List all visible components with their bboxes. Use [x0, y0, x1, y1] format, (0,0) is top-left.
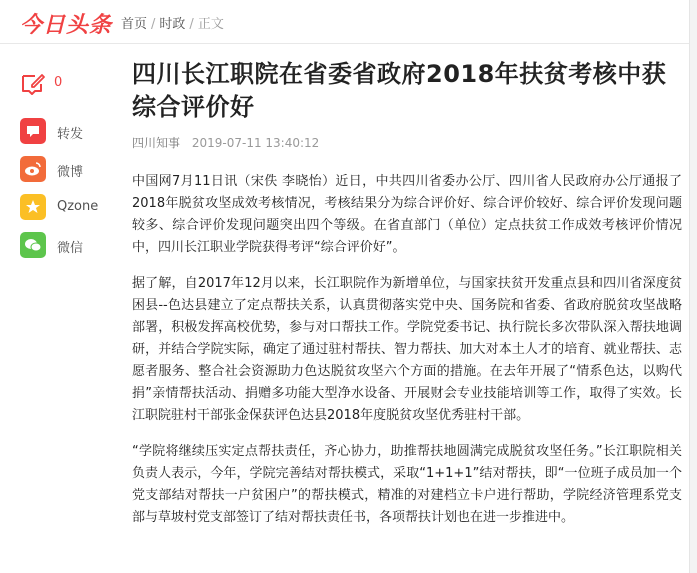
share-wechat[interactable]	[20, 232, 110, 270]
share-wechat-label: 微信	[57, 241, 84, 256]
article-paragraph: 中国网7月11日讯（宋佚 李晓怡）近日，中共四川省委办公厅、四川省人民政府办公厅通报了2018年脱贫攻坚成效考核情况，考核结果分为综合评价好、综合评价较好、综合评价发现问题较多、综合评价发现问题突出四个等级。在省直部门（单位）定点扶贫工作成效考核评价情况中，四川长江职业学院获得考评“综合评价好”。	[132, 174, 682, 255]
article-body	[132, 171, 682, 529]
comment-count: 0	[54, 75, 63, 90]
article	[132, 58, 682, 543]
breadcrumb-separator: /	[151, 17, 156, 32]
top-bar	[0, 0, 697, 44]
comment-button[interactable]	[20, 68, 110, 102]
breadcrumb-politics[interactable]: 时政	[159, 17, 186, 32]
breadcrumb-home[interactable]: 首页	[121, 17, 148, 32]
weibo-icon	[20, 156, 46, 182]
article-source[interactable]: 四川知事	[132, 136, 181, 150]
article-paragraph: “学院将继续压实定点帮扶责任，齐心协力，助推帮扶地圆满完成脱贫攻坚任务。”长江职院相关负责人表示，今年，学院完善结对帮扶模式，采取“1+1+1”结对帮扶，即“一位班子成员加一个党支部结对帮扶一户贫困户”的帮扶模式，精准的对建档立卡户进行帮助，学院经济管理系党支部与草坡村党支部签订了结对帮扶责任书，各项帮扶计划也在进一步推进中。	[132, 444, 682, 525]
share-qzone-label: Qzone	[57, 199, 99, 214]
wechat-icon	[20, 232, 46, 258]
article-time: 2019-07-11 13:40:12	[191, 136, 320, 150]
breadcrumb-separator: /	[189, 17, 194, 32]
share-weibo-label: 微博	[57, 165, 84, 180]
qzone-star-icon	[20, 194, 46, 220]
share-sidebar	[20, 68, 110, 270]
share-weibo[interactable]	[20, 156, 110, 194]
repost-icon	[20, 118, 46, 144]
article-title: 四川长江职院在省委省政府2018年扶贫考核中获综合评价好	[132, 60, 667, 121]
share-repost[interactable]	[20, 118, 110, 156]
breadcrumb-current: 正文	[197, 17, 224, 32]
comment-edit-icon	[20, 72, 46, 100]
toutiao-logo[interactable]: 今日头条	[20, 13, 113, 38]
share-qzone[interactable]	[20, 194, 110, 232]
breadcrumb	[121, 13, 224, 32]
article-paragraph: 据了解，自2017年12月以来，长江职院作为新增单位，与国家扶贫开发重点县和四川省深度贫困县--色达县建立了定点帮扶关系，认真贯彻落实党中央、国务院和省委、省政府脱贫攻坚战略部署，积极发挥高校优势，参与对口帮扶工作。学院党委书记、执行院长多次带队深入帮扶地调研，并结合学院实际，确定了通过驻村帮扶、智力帮扶、加大对本土人才的培育、就业帮扶、志愿者服务、整合社会资源助力色达脱贫攻坚六个方面的措施。在去年开展了“情系色达，以购代捐”亲情帮扶活动、捐赠多功能大型净水设备、开展财会专业技能培训等工作，取得了实效。长江职院驻村干部张金保获评色达县2018年度脱贫攻坚优秀驻村干部。	[132, 276, 682, 423]
article-meta	[132, 134, 682, 151]
share-repost-label: 转发	[57, 127, 84, 142]
scrollbar[interactable]	[689, 0, 697, 573]
